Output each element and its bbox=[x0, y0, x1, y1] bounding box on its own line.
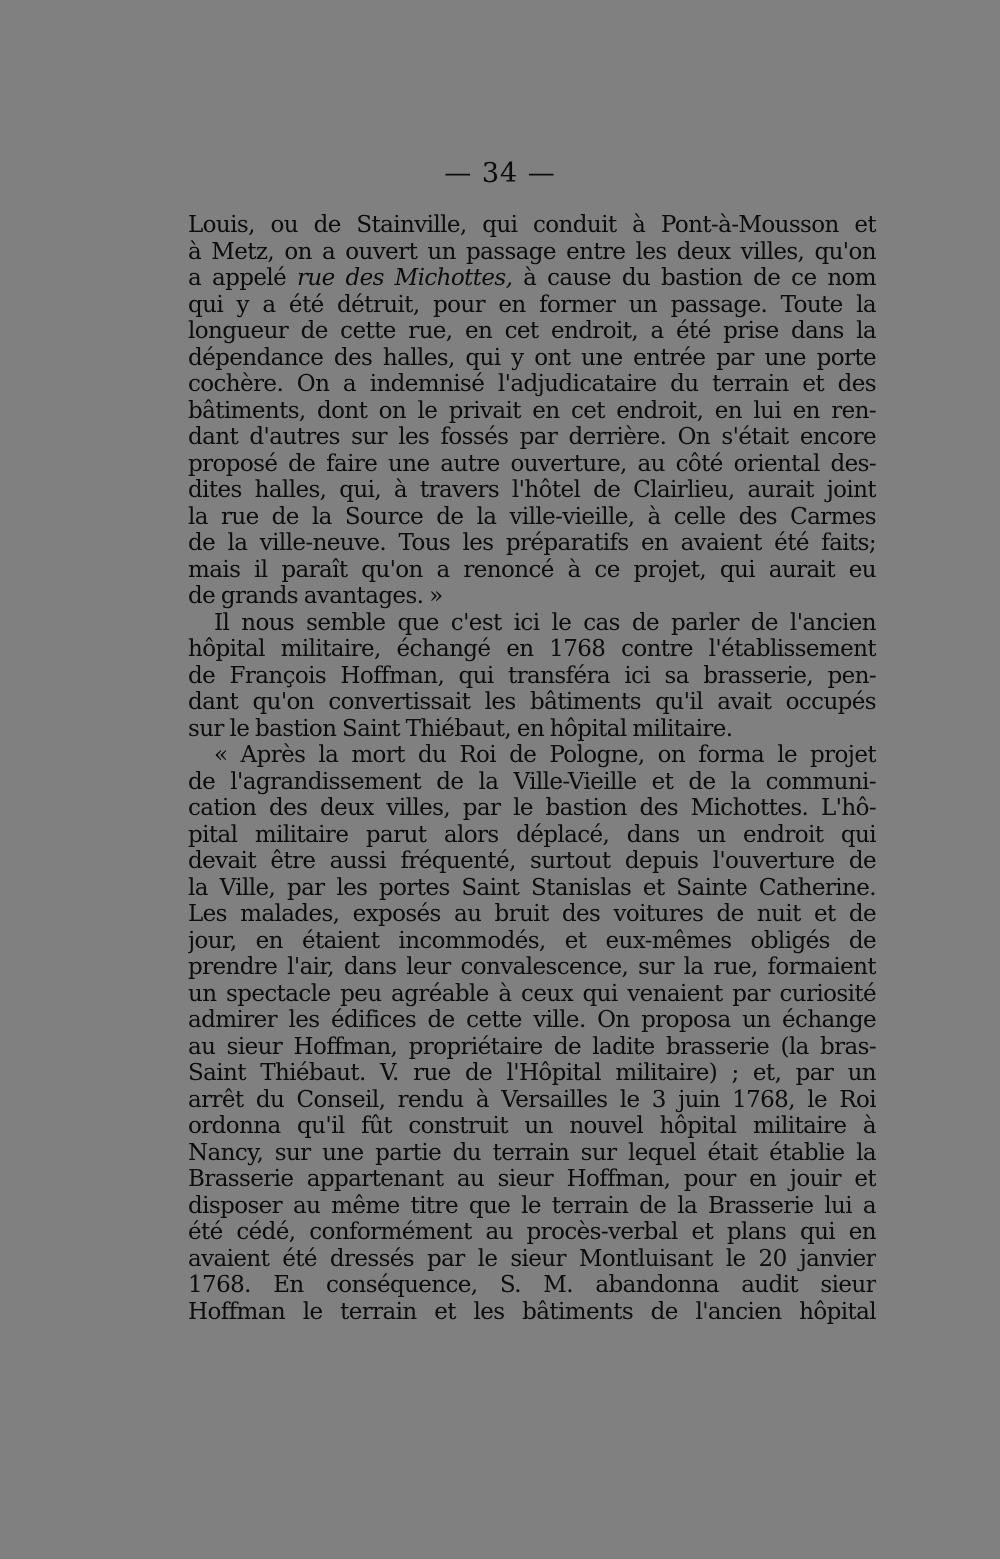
text-line: jour, en étaient incommodés, et eux-mêmes obligés de bbox=[188, 927, 876, 954]
text-line: à Metz, on a ouvert un passage entre les deux villes, qu'on bbox=[188, 238, 876, 265]
text-line: au sieur Hoffman, propriétaire de ladite brasserie (la bras- bbox=[188, 1033, 876, 1060]
text-line: dites halles, qui, à travers l'hôtel de Clairlieu, aurait joint bbox=[188, 477, 876, 503]
text-line: de la ville-neuve. Tous les préparatifs en avaient été faits; bbox=[188, 530, 876, 556]
body-text bbox=[188, 212, 876, 1325]
text-line: prendre l'air, dans leur convalescence, sur la rue, formaient bbox=[188, 954, 876, 980]
text-line: ordonna qu'il fût construit un nouvel hôpital militaire à bbox=[188, 1113, 876, 1139]
street-name-italic: rue des Michottes, bbox=[296, 265, 513, 291]
text-line: de François Hoffman, qui transféra ici sa brasserie, pen- bbox=[188, 662, 876, 689]
text-line: disposer au même titre que le terrain de la Brasserie lui a bbox=[188, 1192, 876, 1219]
text-line: 1768. En conséquence, S. M. abandonna audit sieur bbox=[188, 1272, 876, 1298]
text-line: été cédé, conformément au procès-verbal et plans qui en bbox=[188, 1219, 876, 1245]
text-segment: à cause du bastion de ce nom bbox=[512, 265, 876, 291]
text-line: dant qu'on convertissait les bâtiments qu'il avait occupés bbox=[188, 689, 876, 715]
text-line bbox=[188, 265, 876, 292]
text-line: qui y a été détruit, pour en former un passage. Toute la bbox=[188, 291, 876, 318]
text-line: Louis, ou de Stainville, qui conduit à Pont-à-Mousson et bbox=[188, 212, 876, 238]
text-line: Hoffman le terrain et les bâtiments de l'ancien hôpital bbox=[188, 1298, 876, 1325]
text-line: Nancy, sur une partie du terrain sur lequel était établie la bbox=[188, 1139, 876, 1166]
text-line: cochère. On a indemnisé l'adjudicataire du terrain et des bbox=[188, 371, 876, 397]
text-line: avaient été dressés par le sieur Montluisant le 20 janvier bbox=[188, 1245, 876, 1272]
text-line: proposé de faire une autre ouverture, au côté oriental des- bbox=[188, 450, 876, 477]
text-line: hôpital militaire, échangé en 1768 contre l'établissement bbox=[188, 636, 876, 662]
text-line: Les malades, exposés au bruit des voitures de nuit et de bbox=[188, 901, 876, 927]
text-line: Il nous semble que c'est ici le cas de parler de l'ancien bbox=[214, 609, 876, 636]
text-line: bâtiments, dont on le privait en cet endroit, en lui en ren- bbox=[188, 397, 876, 424]
text-line: Saint Thiébaut. V. rue de l'Hôpital militaire) ; et, par un bbox=[188, 1060, 876, 1086]
text-line: longueur de cette rue, en cet endroit, a été prise dans la bbox=[188, 318, 876, 344]
text-line: dant d'autres sur les fossés par derrière. On s'était encore bbox=[188, 424, 876, 450]
text-line: de l'agrandissement de la Ville-Vieille et de la communi- bbox=[188, 768, 876, 795]
text-line: devait être aussi fréquenté, surtout depuis l'ouverture de bbox=[188, 848, 876, 874]
text-line: de grands avantages. » bbox=[188, 583, 443, 609]
text-line: Brasserie appartenant au sieur Hoffman, pour en jouir et bbox=[188, 1166, 876, 1192]
text-segment: a appelé bbox=[188, 265, 297, 291]
text-line: pital militaire parut alors déplacé, dans un endroit qui bbox=[188, 821, 876, 848]
text-line: admirer les édifices de cette ville. On proposa un échange bbox=[188, 1007, 876, 1033]
text-line: cation des deux villes, par le bastion des Michottes. L'hô- bbox=[188, 795, 876, 821]
text-line: mais il paraît qu'on a renoncé à ce projet, qui aurait eu bbox=[188, 556, 876, 583]
text-line: un spectacle peu agréable à ceux qui venaient par curiosité bbox=[188, 980, 876, 1007]
text-line: arrêt du Conseil, rendu à Versailles le 3 juin 1768, le Roi bbox=[188, 1086, 876, 1113]
text-line: « Après la mort du Roi de Pologne, on forma le projet bbox=[214, 742, 876, 768]
text-line: la rue de la Source de la ville-vieille, à celle des Carmes bbox=[188, 503, 876, 530]
text-line: la Ville, par les portes Saint Stanislas et Sainte Catherine. bbox=[188, 874, 876, 901]
text-line: sur le bastion Saint Thiébaut, en hôpital militaire. bbox=[188, 715, 733, 742]
page-number: — 34 — bbox=[444, 158, 556, 189]
text-line: dépendance des halles, qui y ont une entrée par une porte bbox=[188, 344, 876, 371]
